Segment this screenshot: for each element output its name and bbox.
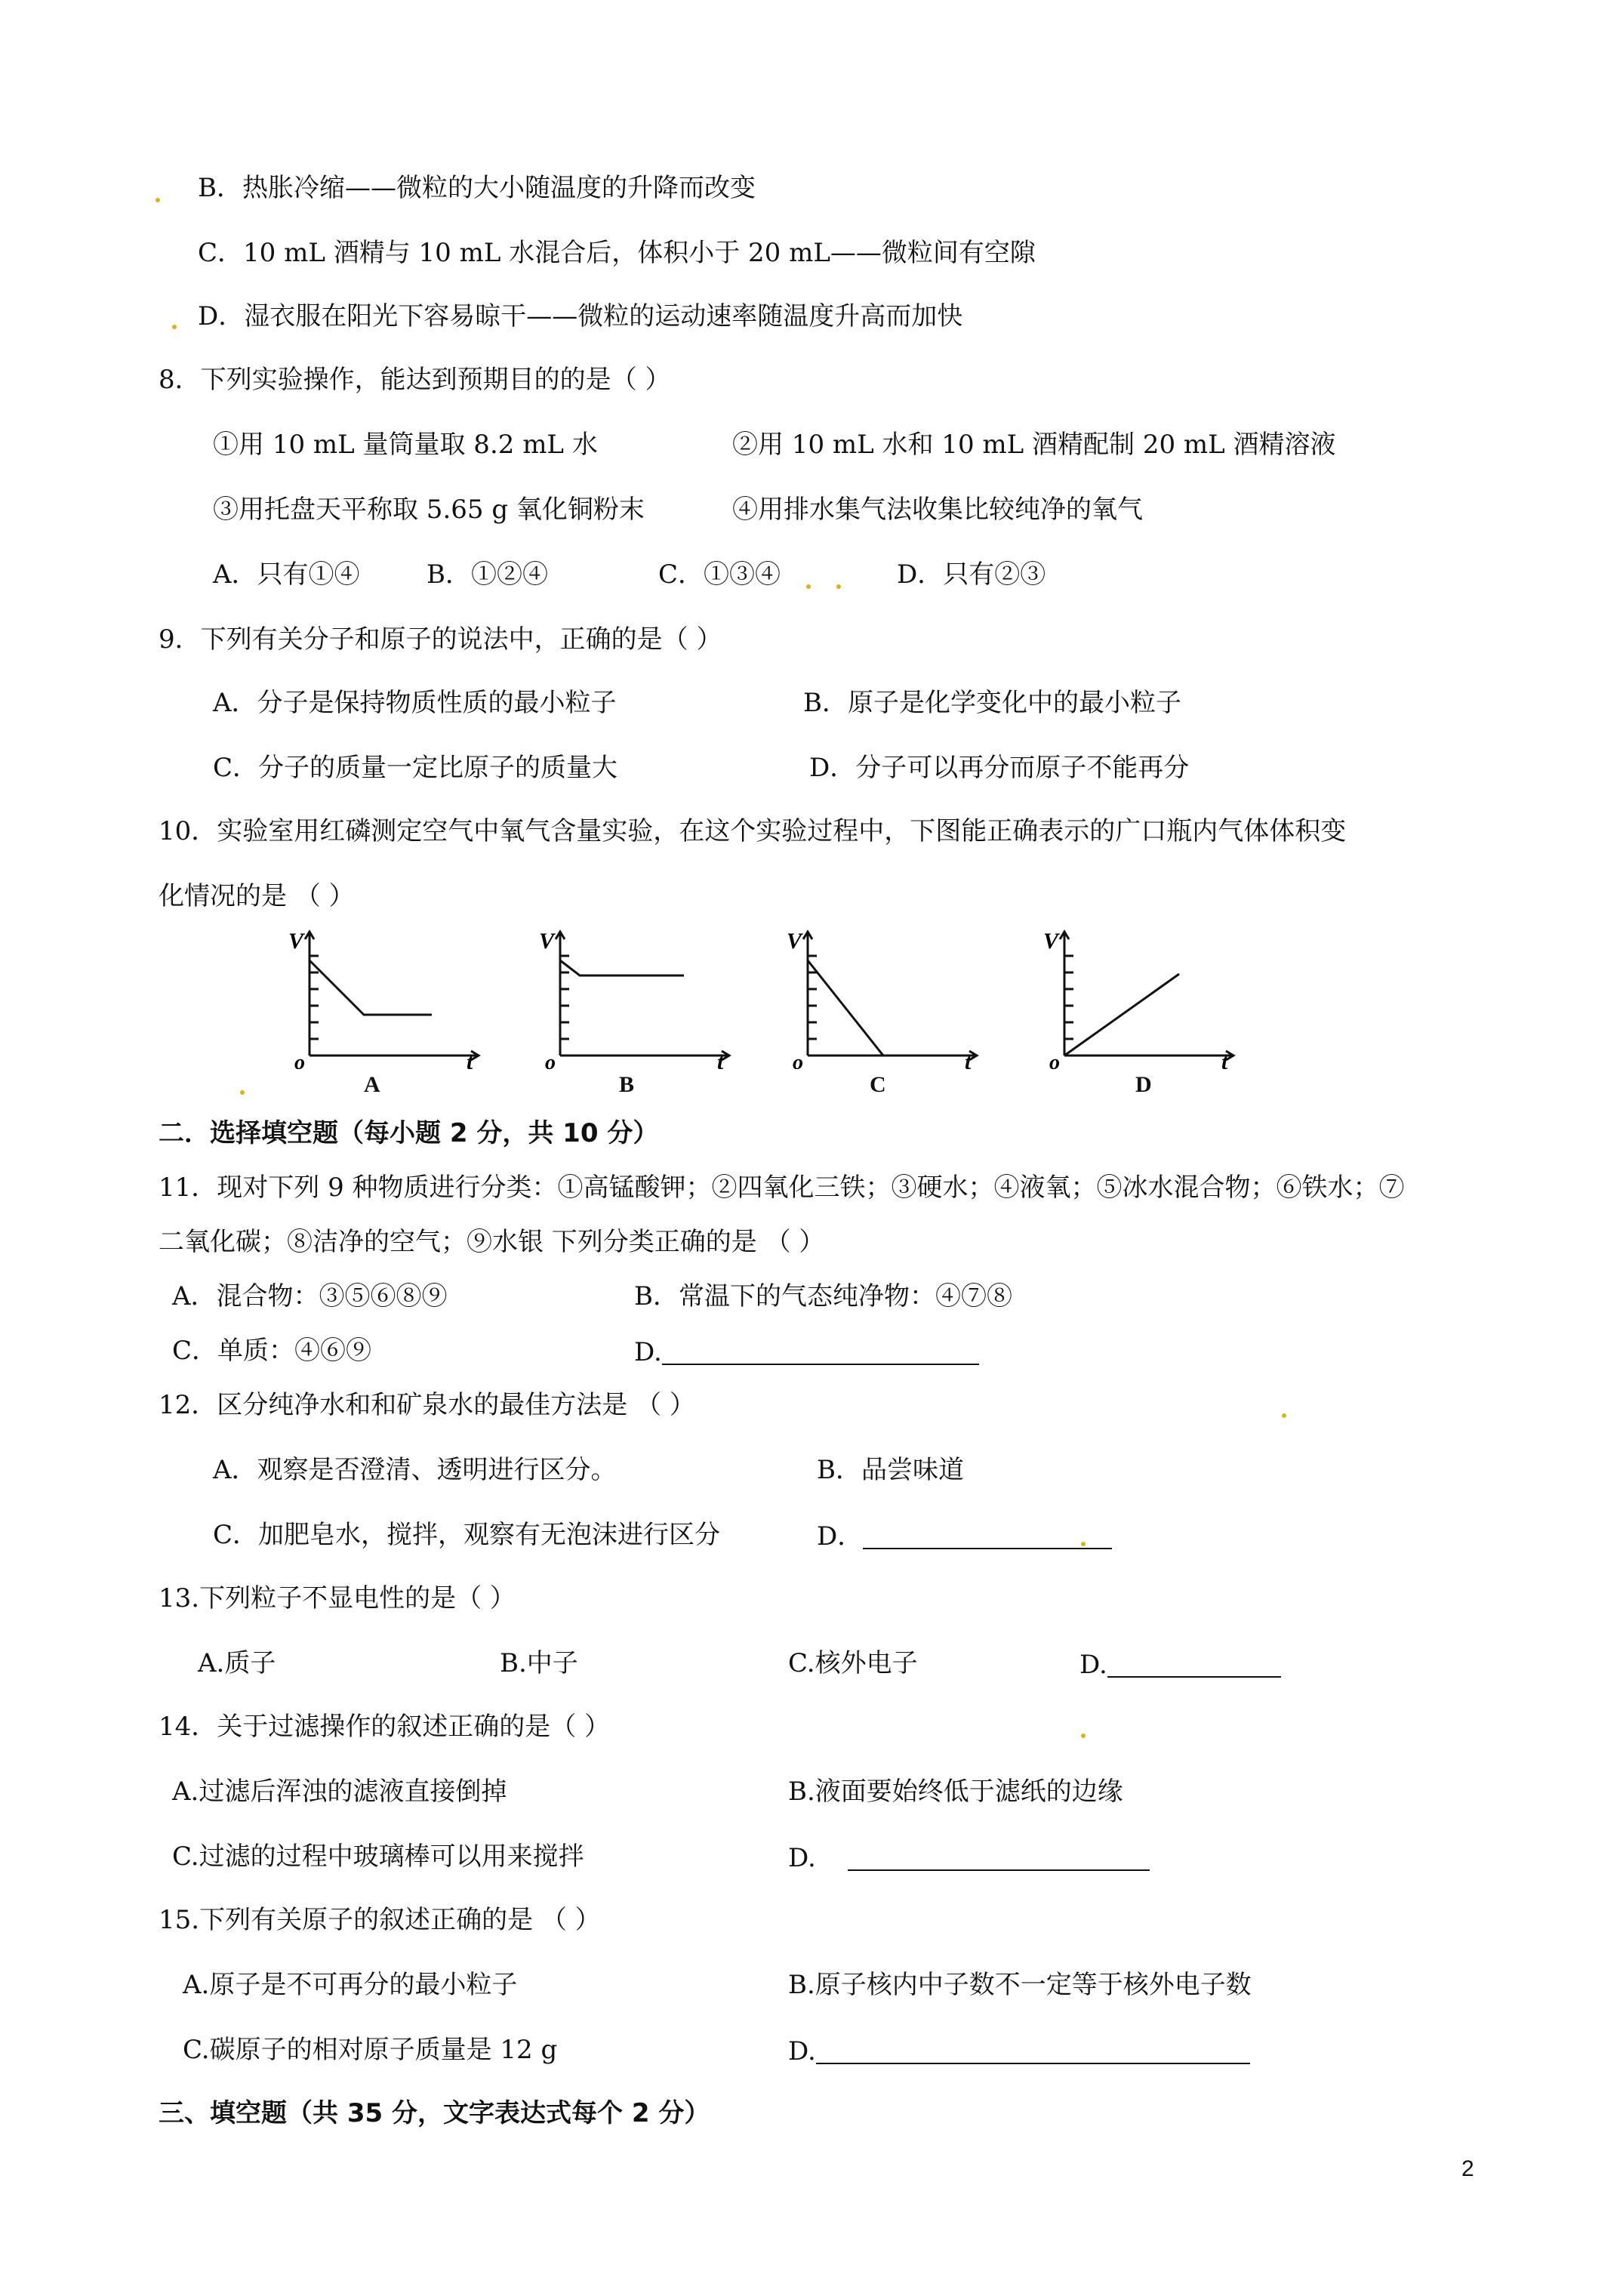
q14-answer-blank[interactable]: [848, 1844, 1150, 1871]
q10-graph-d-t-label: t: [1221, 1049, 1228, 1069]
q8-option-d: D．只有②③: [897, 559, 1046, 590]
q10-graph-b-v-label: V: [539, 929, 555, 954]
q13-answer-blank[interactable]: [1107, 1650, 1281, 1678]
q10-graph-c-v-label: V: [787, 929, 802, 954]
q10-graph-b-curve: [560, 960, 684, 975]
q10-graph-c-t-label: t: [965, 1049, 972, 1069]
q14-option-a: A.过滤后浑浊的滤液直接倒掉: [172, 1777, 507, 1807]
q7-option-d: D．湿衣服在阳光下容易晾干——微粒的运动速率随温度升高而加快: [198, 301, 963, 331]
q12-option-a: A．观察是否澄清、透明进行区分。: [213, 1455, 617, 1485]
q8-operation-4: ④用排水集气法收集比较纯净的氧气: [732, 495, 1143, 525]
q10-graph-a-v-label: V: [288, 929, 304, 954]
q12-option-d: D．: [817, 1522, 1112, 1549]
q8-stem: 8．下列实验操作，能达到预期目的的是（ ）: [159, 365, 671, 395]
q14-stem: 14．关于过滤操作的叙述正确的是（ ）: [159, 1712, 611, 1742]
q7-option-b: B．热胀冷缩——微粒的大小随温度的升降而改变: [198, 173, 756, 203]
q10-graph-d-origin: o: [1049, 1051, 1060, 1069]
q11-option-a: A．混合物：③⑤⑥⑧⑨: [172, 1281, 448, 1311]
q15-answer-blank[interactable]: [816, 2037, 1250, 2064]
section-2-heading: 二．选择填空题（每小题 2 分，共 10 分）: [159, 1118, 659, 1148]
q12-stem: 12．区分纯净水和和矿泉水的最佳方法是 （ ）: [159, 1390, 695, 1420]
q10-graph-a: [287, 926, 491, 1069]
q13-stem: 13.下列粒子不显电性的是（ ）: [159, 1583, 516, 1613]
scan-speck: [172, 325, 177, 329]
q11-answer-blank[interactable]: [662, 1338, 979, 1365]
q15-option-a: A.原子是不可再分的最小粒子: [183, 1970, 518, 2000]
scan-speck: [836, 584, 841, 589]
q10-graph-c-label: C: [870, 1072, 886, 1097]
q10-graph-b: [537, 926, 741, 1069]
scan-speck: [1081, 1734, 1086, 1738]
q9-option-d: D．分子可以再分而原子不能再分: [809, 753, 1190, 783]
q9-option-c: C．分子的质量一定比原子的质量大: [213, 753, 618, 783]
q15-option-d: D.: [788, 2037, 1250, 2064]
section-3-heading: 三、填空题（共 35 分，文字表达式每个 2 分）: [159, 2098, 710, 2128]
q13-option-c: C.核外电子: [788, 1648, 918, 1678]
q15-stem: 15.下列有关原子的叙述正确的是 （ ）: [159, 1905, 601, 1935]
q10-graph-b-origin: o: [545, 1051, 556, 1069]
q8-option-b: B．①②④: [427, 559, 548, 590]
q10-graph-d-v-label: V: [1043, 929, 1059, 954]
q11-stem-line1: 11．现对下列 9 种物质进行分类：①高锰酸钾；②四氧化三铁；③硬水；④液氧；⑤冰水混合物；⑥铁水；⑦: [159, 1173, 1405, 1203]
q10-graph-a-curve: [310, 960, 432, 1015]
q10-stem-line1: 10．实验室用红磷测定空气中氧气含量实验，在这个实验过程中，下图能正确表示的广口瓶内气体体积变: [159, 816, 1347, 846]
q10-graph-d: [1042, 926, 1246, 1069]
q10-graph-d-label: D: [1135, 1072, 1152, 1097]
q8-operation-2: ②用 10 mL 水和 10 mL 酒精配制 20 mL 酒精溶液: [732, 430, 1336, 460]
q15-option-b: B.原子核内中子数不一定等于核外电子数: [788, 1970, 1252, 2000]
q14-option-b: B.液面要始终低于滤纸的边缘: [788, 1777, 1123, 1807]
q12-option-c: C．加肥皂水，搅拌，观察有无泡沫进行区分: [213, 1520, 721, 1550]
q9-option-b: B．原子是化学变化中的最小粒子: [803, 688, 1181, 718]
q10-graph-b-label: B: [619, 1072, 635, 1097]
q14-option-c: C.过滤的过程中玻璃棒可以用来搅拌: [172, 1841, 584, 1872]
q10-graph-a-label: A: [364, 1072, 380, 1097]
q12-answer-blank[interactable]: [863, 1522, 1112, 1549]
q10-graph-c-origin: o: [793, 1051, 803, 1069]
q11-option-d: D.: [634, 1338, 979, 1365]
q10-stem-line2: 化情况的是 （ ）: [159, 881, 355, 911]
q11-stem-line2: 二氧化碳；⑧洁净的空气；⑨水银 下列分类正确的是 （ ）: [159, 1227, 825, 1257]
q14-option-d: D.: [788, 1844, 1150, 1871]
q13-option-b: B.中子: [500, 1648, 578, 1678]
q8-option-c: C．①③④: [658, 559, 781, 590]
q15-option-c: C.碳原子的相对原子质量是 12 g: [183, 2035, 558, 2065]
q7-option-c: C．10 mL 酒精与 10 mL 水混合后，体积小于 20 mL——微粒间有空隙: [198, 238, 1036, 268]
q11-option-b: B．常温下的气态纯净物：④⑦⑧: [634, 1281, 1012, 1311]
scan-speck: [806, 584, 811, 589]
q10-graph-a-origin: o: [294, 1051, 305, 1069]
scan-speck: [1282, 1413, 1286, 1418]
scan-speck: [1081, 1542, 1086, 1546]
q9-stem: 9．下列有关分子和原子的说法中，正确的是（ ）: [159, 624, 722, 655]
scan-speck: [240, 1090, 245, 1095]
q8-operation-3: ③用托盘天平称取 5.65 g 氧化铜粉末: [213, 495, 645, 525]
q11-option-c: C．单质：④⑥⑨: [172, 1336, 372, 1366]
q9-option-a: A．分子是保持物质性质的最小粒子: [213, 688, 617, 718]
q8-option-a: A．只有①④: [213, 559, 360, 590]
scan-speck: [156, 198, 160, 202]
q10-graph-c: [785, 926, 989, 1069]
q13-option-d: D.: [1079, 1650, 1281, 1678]
q12-option-b: B．品尝味道: [817, 1455, 964, 1485]
page-number: 2: [1461, 2156, 1474, 2181]
q8-operation-1: ①用 10 mL 量筒量取 8.2 mL 水: [213, 430, 598, 460]
q10-graph-a-t-label: t: [467, 1049, 473, 1069]
q10-graph-d-curve: [1064, 974, 1179, 1056]
q10-graph-b-t-label: t: [717, 1049, 724, 1069]
q13-option-a: A.质子: [198, 1648, 276, 1678]
q10-graph-c-curve: [808, 960, 883, 1056]
